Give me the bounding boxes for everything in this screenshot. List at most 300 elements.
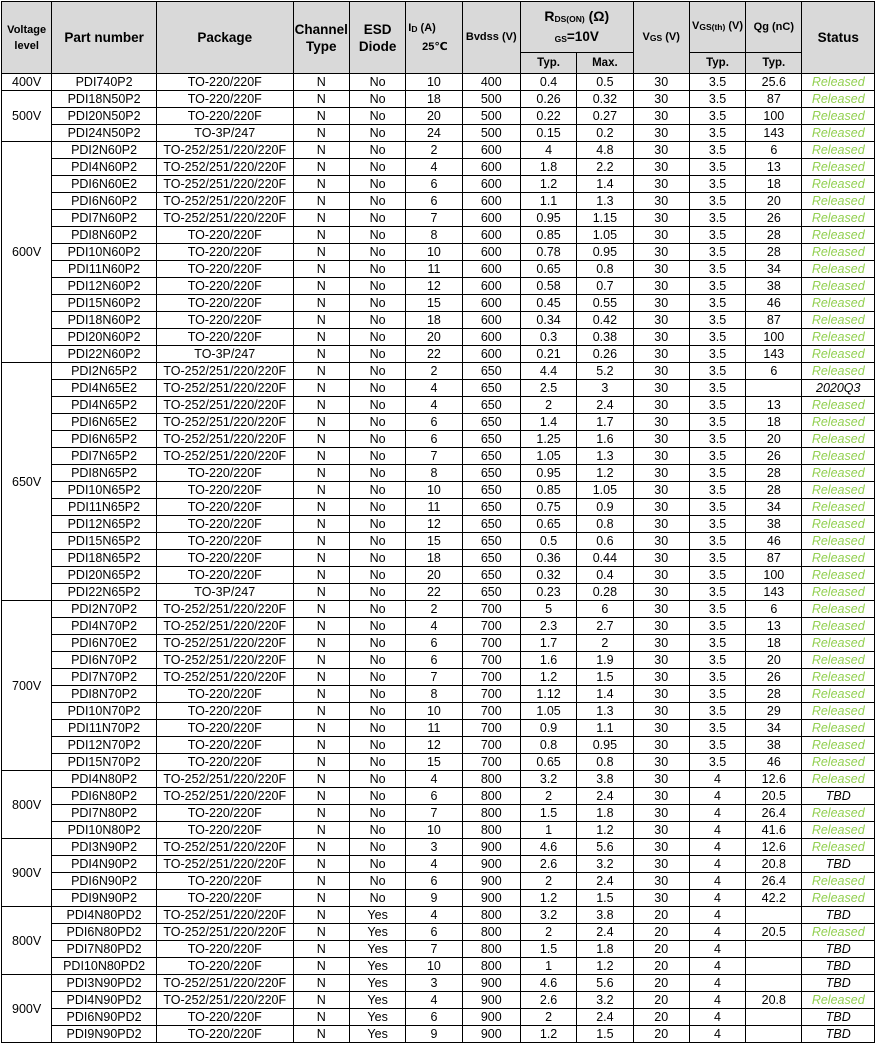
vgsth-cell: 3.5: [689, 465, 745, 482]
vgsth-cell: 4: [689, 856, 745, 873]
status-cell: Released: [802, 193, 875, 210]
status-cell: Released: [802, 686, 875, 703]
vgs-cell: 30: [633, 278, 689, 295]
part-number-cell: PDI15N70P2: [52, 754, 157, 771]
channel-type-cell: N: [293, 754, 349, 771]
esd-diode-cell: No: [349, 822, 405, 839]
table-row: [2, 108, 875, 125]
table-row: [2, 465, 875, 482]
vgsth-cell: 3.5: [689, 499, 745, 516]
qg-cell: [746, 975, 802, 992]
id-cell: 10: [406, 822, 462, 839]
esd-diode-cell: No: [349, 159, 405, 176]
table-row: [2, 125, 875, 142]
channel-type-cell: N: [293, 295, 349, 312]
rds-typ-cell: 4.6: [520, 839, 576, 856]
vgsth-cell: 3.5: [689, 448, 745, 465]
bvdss-cell: 900: [462, 890, 520, 907]
rds-typ-cell: 0.23: [520, 584, 576, 601]
rds-max-cell: 0.95: [577, 244, 633, 261]
bvdss-cell: 800: [462, 805, 520, 822]
id-cell: 4: [406, 159, 462, 176]
table-row: [2, 686, 875, 703]
qg-cell: 12.6: [746, 839, 802, 856]
rds-max-cell: 6: [577, 601, 633, 618]
vgsth-cell: 4: [689, 890, 745, 907]
rds-max-cell: 0.8: [577, 516, 633, 533]
rds-max-cell: 1.8: [577, 805, 633, 822]
vgs-cell: 30: [633, 312, 689, 329]
part-number-cell: PDI6N90P2: [52, 873, 157, 890]
package-cell: TO-220/220F: [156, 312, 293, 329]
status-cell: Released: [802, 142, 875, 159]
id-cell: 12: [406, 737, 462, 754]
channel-type-cell: N: [293, 822, 349, 839]
package-cell: TO-220/220F: [156, 91, 293, 108]
id-cell: 10: [406, 482, 462, 499]
status-cell: Released: [802, 533, 875, 550]
package-cell: TO-220/220F: [156, 550, 293, 567]
header-rds-max: Max.: [577, 53, 633, 74]
part-number-cell: PDI3N90PD2: [52, 975, 157, 992]
id-cell: 12: [406, 516, 462, 533]
esd-diode-cell: No: [349, 448, 405, 465]
rds-typ-cell: 1.8: [520, 159, 576, 176]
table-row: [2, 907, 875, 924]
channel-type-cell: N: [293, 74, 349, 91]
table-body: [2, 74, 875, 1043]
package-cell: TO-252/251/220/220F: [156, 618, 293, 635]
package-cell: TO-220/220F: [156, 465, 293, 482]
voltage-level-cell: 900V: [2, 839, 52, 907]
part-number-cell: PDI4N90P2: [52, 856, 157, 873]
qg-cell: 25.6: [746, 74, 802, 91]
rds-typ-cell: 1.12: [520, 686, 576, 703]
status-cell: Released: [802, 771, 875, 788]
status-cell: Released: [802, 482, 875, 499]
rds-typ-cell: 0.32: [520, 567, 576, 584]
table-row: [2, 652, 875, 669]
esd-diode-cell: Yes: [349, 924, 405, 941]
status-cell: TBD: [802, 856, 875, 873]
header-package: Package: [156, 2, 293, 74]
rds-typ-cell: 1.5: [520, 941, 576, 958]
qg-cell: 87: [746, 312, 802, 329]
status-cell: Released: [802, 720, 875, 737]
part-number-cell: PDI4N65P2: [52, 397, 157, 414]
part-number-cell: PDI18N60P2: [52, 312, 157, 329]
voltage-level-cell: 500V: [2, 91, 52, 142]
rds-typ-cell: 0.8: [520, 737, 576, 754]
vgsth-cell: 3.5: [689, 414, 745, 431]
esd-diode-cell: Yes: [349, 907, 405, 924]
rds-typ-cell: 0.85: [520, 227, 576, 244]
esd-diode-cell: Yes: [349, 1009, 405, 1026]
part-number-cell: PDI7N70P2: [52, 669, 157, 686]
table-row: [2, 363, 875, 380]
rds-max-cell: 1.7: [577, 414, 633, 431]
qg-cell: 46: [746, 295, 802, 312]
rds-max-cell: 4.8: [577, 142, 633, 159]
package-cell: TO-252/251/220/220F: [156, 771, 293, 788]
qg-cell: 12.6: [746, 771, 802, 788]
table-row: [2, 635, 875, 652]
id-cell: 8: [406, 465, 462, 482]
rds-max-cell: 1.2: [577, 465, 633, 482]
id-cell: 22: [406, 346, 462, 363]
table-row: [2, 312, 875, 329]
rds-typ-cell: 0.58: [520, 278, 576, 295]
qg-cell: 6: [746, 363, 802, 380]
rds-max-cell: 2.2: [577, 159, 633, 176]
vgs-cell: 30: [633, 873, 689, 890]
vgs-cell: 30: [633, 142, 689, 159]
id-cell: 2: [406, 142, 462, 159]
table-row: [2, 941, 875, 958]
id-cell: 6: [406, 924, 462, 941]
part-number-cell: PDI7N80P2: [52, 805, 157, 822]
channel-type-cell: N: [293, 91, 349, 108]
rds-max-cell: 1.9: [577, 652, 633, 669]
channel-type-cell: N: [293, 261, 349, 278]
channel-type-cell: N: [293, 346, 349, 363]
channel-type-cell: N: [293, 737, 349, 754]
rds-max-cell: 1.4: [577, 686, 633, 703]
vgsth-cell: 3.5: [689, 397, 745, 414]
bvdss-cell: 600: [462, 176, 520, 193]
vgs-cell: 20: [633, 941, 689, 958]
channel-type-cell: N: [293, 550, 349, 567]
rds-typ-cell: 0.5: [520, 533, 576, 550]
vgsth-cell: 3.5: [689, 584, 745, 601]
rds-typ-cell: 1.05: [520, 703, 576, 720]
bvdss-cell: 700: [462, 618, 520, 635]
esd-diode-cell: No: [349, 261, 405, 278]
status-cell: Released: [802, 754, 875, 771]
bvdss-cell: 800: [462, 958, 520, 975]
qg-cell: 20.8: [746, 856, 802, 873]
table-row: [2, 992, 875, 1009]
esd-diode-cell: No: [349, 873, 405, 890]
id-cell: 7: [406, 805, 462, 822]
rds-max-cell: 0.6: [577, 533, 633, 550]
part-number-cell: PDI7N80PD2: [52, 941, 157, 958]
vgs-cell: 20: [633, 992, 689, 1009]
esd-diode-cell: No: [349, 686, 405, 703]
esd-diode-cell: Yes: [349, 958, 405, 975]
rds-max-cell: 5.6: [577, 975, 633, 992]
vgsth-cell: 3.5: [689, 74, 745, 91]
qg-cell: [746, 1026, 802, 1043]
bvdss-cell: 700: [462, 720, 520, 737]
channel-type-cell: N: [293, 142, 349, 159]
bvdss-cell: 900: [462, 856, 520, 873]
vgsth-cell: 3.5: [689, 550, 745, 567]
part-number-cell: PDI10N80PD2: [52, 958, 157, 975]
table-row: [2, 1026, 875, 1043]
id-cell: 3: [406, 975, 462, 992]
part-number-cell: PDI6N80P2: [52, 788, 157, 805]
vgsth-cell: 3.5: [689, 295, 745, 312]
package-cell: TO-220/220F: [156, 278, 293, 295]
esd-diode-cell: No: [349, 601, 405, 618]
qg-cell: 13: [746, 618, 802, 635]
status-cell: TBD: [802, 975, 875, 992]
vgs-cell: 30: [633, 686, 689, 703]
vgsth-cell: 3.5: [689, 278, 745, 295]
table-row: [2, 295, 875, 312]
vgs-cell: 20: [633, 924, 689, 941]
qg-cell: 42.2: [746, 890, 802, 907]
qg-cell: 38: [746, 516, 802, 533]
vgs-cell: 30: [633, 788, 689, 805]
rds-typ-cell: 1.2: [520, 176, 576, 193]
table-row: [2, 244, 875, 261]
esd-diode-cell: No: [349, 754, 405, 771]
channel-type-cell: N: [293, 720, 349, 737]
qg-cell: 28: [746, 686, 802, 703]
id-cell: 4: [406, 992, 462, 1009]
part-number-cell: PDI8N60P2: [52, 227, 157, 244]
bvdss-cell: 800: [462, 907, 520, 924]
status-cell: Released: [802, 448, 875, 465]
vgsth-cell: 3.5: [689, 669, 745, 686]
id-cell: 6: [406, 414, 462, 431]
id-cell: 10: [406, 703, 462, 720]
status-cell: TBD: [802, 941, 875, 958]
qg-cell: 26: [746, 448, 802, 465]
vgsth-cell: 3.5: [689, 244, 745, 261]
vgsth-cell: 4: [689, 771, 745, 788]
bvdss-cell: 650: [462, 482, 520, 499]
id-cell: 7: [406, 669, 462, 686]
esd-diode-cell: No: [349, 227, 405, 244]
esd-diode-cell: No: [349, 618, 405, 635]
table-row: [2, 431, 875, 448]
part-number-cell: PDI18N65P2: [52, 550, 157, 567]
vgs-cell: 30: [633, 754, 689, 771]
status-cell: Released: [802, 227, 875, 244]
status-cell: Released: [802, 431, 875, 448]
bvdss-cell: 700: [462, 635, 520, 652]
status-cell: TBD: [802, 788, 875, 805]
package-cell: TO-220/220F: [156, 499, 293, 516]
vgsth-cell: 3.5: [689, 176, 745, 193]
vgsth-cell: 4: [689, 924, 745, 941]
qg-cell: 46: [746, 533, 802, 550]
bvdss-cell: 600: [462, 210, 520, 227]
channel-type-cell: N: [293, 890, 349, 907]
rds-typ-cell: 1: [520, 958, 576, 975]
rds-typ-cell: 2.5: [520, 380, 576, 397]
rds-typ-cell: 1.2: [520, 890, 576, 907]
table-row: [2, 516, 875, 533]
esd-diode-cell: No: [349, 856, 405, 873]
part-number-cell: PDI22N65P2: [52, 584, 157, 601]
table-row: [2, 924, 875, 941]
vgs-cell: 30: [633, 652, 689, 669]
rds-max-cell: 1.2: [577, 822, 633, 839]
part-number-cell: PDI12N60P2: [52, 278, 157, 295]
bvdss-cell: 700: [462, 686, 520, 703]
bvdss-cell: 900: [462, 992, 520, 1009]
esd-diode-cell: No: [349, 771, 405, 788]
package-cell: TO-220/220F: [156, 74, 293, 91]
vgsth-cell: 3.5: [689, 618, 745, 635]
part-number-cell: PDI2N70P2: [52, 601, 157, 618]
table-row: [2, 1009, 875, 1026]
rds-max-cell: 1.5: [577, 1026, 633, 1043]
id-cell: 6: [406, 873, 462, 890]
package-cell: TO-220/220F: [156, 108, 293, 125]
part-number-cell: PDI11N70P2: [52, 720, 157, 737]
rds-max-cell: 1.3: [577, 193, 633, 210]
package-cell: TO-252/251/220/220F: [156, 363, 293, 380]
part-number-cell: PDI2N65P2: [52, 363, 157, 380]
part-number-cell: PDI3N90P2: [52, 839, 157, 856]
bvdss-cell: 700: [462, 703, 520, 720]
qg-cell: [746, 380, 802, 397]
status-cell: Released: [802, 74, 875, 91]
vgsth-cell: 3.5: [689, 380, 745, 397]
status-cell: Released: [802, 278, 875, 295]
vgs-cell: 30: [633, 771, 689, 788]
id-cell: 4: [406, 618, 462, 635]
vgs-cell: 30: [633, 363, 689, 380]
esd-diode-cell: No: [349, 210, 405, 227]
bvdss-cell: 600: [462, 261, 520, 278]
table-row: [2, 329, 875, 346]
part-number-cell: PDI10N80P2: [52, 822, 157, 839]
esd-diode-cell: No: [349, 890, 405, 907]
status-cell: Released: [802, 839, 875, 856]
bvdss-cell: 650: [462, 533, 520, 550]
package-cell: TO-252/251/220/220F: [156, 210, 293, 227]
vgsth-cell: 3.5: [689, 312, 745, 329]
table-row: [2, 618, 875, 635]
header-rds-on: RDS(ON) (Ω) GS=10V: [520, 2, 633, 53]
rds-max-cell: 2.4: [577, 397, 633, 414]
esd-diode-cell: No: [349, 363, 405, 380]
vgs-cell: 30: [633, 227, 689, 244]
vgsth-cell: 3.5: [689, 142, 745, 159]
vgsth-cell: 4: [689, 1026, 745, 1043]
rds-typ-cell: 0.9: [520, 720, 576, 737]
rds-max-cell: 0.26: [577, 346, 633, 363]
vgs-cell: 20: [633, 907, 689, 924]
bvdss-cell: 800: [462, 788, 520, 805]
status-cell: TBD: [802, 907, 875, 924]
rds-max-cell: 3.2: [577, 856, 633, 873]
qg-cell: 100: [746, 567, 802, 584]
bvdss-cell: 500: [462, 91, 520, 108]
esd-diode-cell: No: [349, 635, 405, 652]
rds-typ-cell: 1.5: [520, 805, 576, 822]
rds-max-cell: 0.8: [577, 754, 633, 771]
id-cell: 22: [406, 584, 462, 601]
channel-type-cell: N: [293, 567, 349, 584]
qg-cell: 46: [746, 754, 802, 771]
status-cell: Released: [802, 669, 875, 686]
vgs-cell: 20: [633, 975, 689, 992]
id-cell: 10: [406, 958, 462, 975]
rds-typ-cell: 1.25: [520, 431, 576, 448]
table-row: [2, 142, 875, 159]
id-cell: 6: [406, 431, 462, 448]
bvdss-cell: 600: [462, 329, 520, 346]
status-cell: Released: [802, 108, 875, 125]
channel-type-cell: N: [293, 584, 349, 601]
qg-cell: 29: [746, 703, 802, 720]
rds-max-cell: 2.7: [577, 618, 633, 635]
vgs-cell: 30: [633, 448, 689, 465]
table-row: [2, 788, 875, 805]
part-number-cell: PDI4N80P2: [52, 771, 157, 788]
part-number-cell: PDI10N70P2: [52, 703, 157, 720]
part-number-cell: PDI8N70P2: [52, 686, 157, 703]
part-number-cell: PDI9N90P2: [52, 890, 157, 907]
esd-diode-cell: No: [349, 329, 405, 346]
vgs-cell: 30: [633, 601, 689, 618]
part-number-cell: PDI7N60P2: [52, 210, 157, 227]
table-row: [2, 771, 875, 788]
rds-typ-cell: 0.65: [520, 516, 576, 533]
esd-diode-cell: No: [349, 380, 405, 397]
rds-typ-cell: 0.4: [520, 74, 576, 91]
rds-max-cell: 3.2: [577, 992, 633, 1009]
part-number-cell: PDI6N70E2: [52, 635, 157, 652]
status-cell: Released: [802, 635, 875, 652]
esd-diode-cell: No: [349, 669, 405, 686]
qg-cell: [746, 907, 802, 924]
package-cell: TO-220/220F: [156, 754, 293, 771]
qg-cell: 38: [746, 278, 802, 295]
bvdss-cell: 600: [462, 312, 520, 329]
package-cell: TO-220/220F: [156, 295, 293, 312]
vgs-cell: 30: [633, 499, 689, 516]
qg-cell: 26.4: [746, 805, 802, 822]
part-number-cell: PDI11N60P2: [52, 261, 157, 278]
table-row: [2, 397, 875, 414]
channel-type-cell: N: [293, 601, 349, 618]
esd-diode-cell: No: [349, 74, 405, 91]
part-number-cell: PDI6N90PD2: [52, 1009, 157, 1026]
header-vgsth-typ: Typ.: [689, 53, 745, 74]
channel-type-cell: N: [293, 312, 349, 329]
qg-cell: 13: [746, 397, 802, 414]
vgs-cell: 30: [633, 346, 689, 363]
vgs-cell: 30: [633, 720, 689, 737]
rds-typ-cell: 5: [520, 601, 576, 618]
table-row: [2, 210, 875, 227]
table-row: [2, 533, 875, 550]
rds-max-cell: 3.8: [577, 907, 633, 924]
bvdss-cell: 600: [462, 278, 520, 295]
package-cell: TO-220/220F: [156, 261, 293, 278]
rds-typ-cell: 0.78: [520, 244, 576, 261]
id-cell: 6: [406, 1009, 462, 1026]
bvdss-cell: 650: [462, 414, 520, 431]
channel-type-cell: N: [293, 176, 349, 193]
esd-diode-cell: No: [349, 176, 405, 193]
package-cell: TO-220/220F: [156, 720, 293, 737]
rds-max-cell: 3.8: [577, 771, 633, 788]
rds-typ-cell: 0.85: [520, 482, 576, 499]
channel-type-cell: N: [293, 482, 349, 499]
bvdss-cell: 650: [462, 499, 520, 516]
rds-max-cell: 2.4: [577, 1009, 633, 1026]
bvdss-cell: 900: [462, 975, 520, 992]
